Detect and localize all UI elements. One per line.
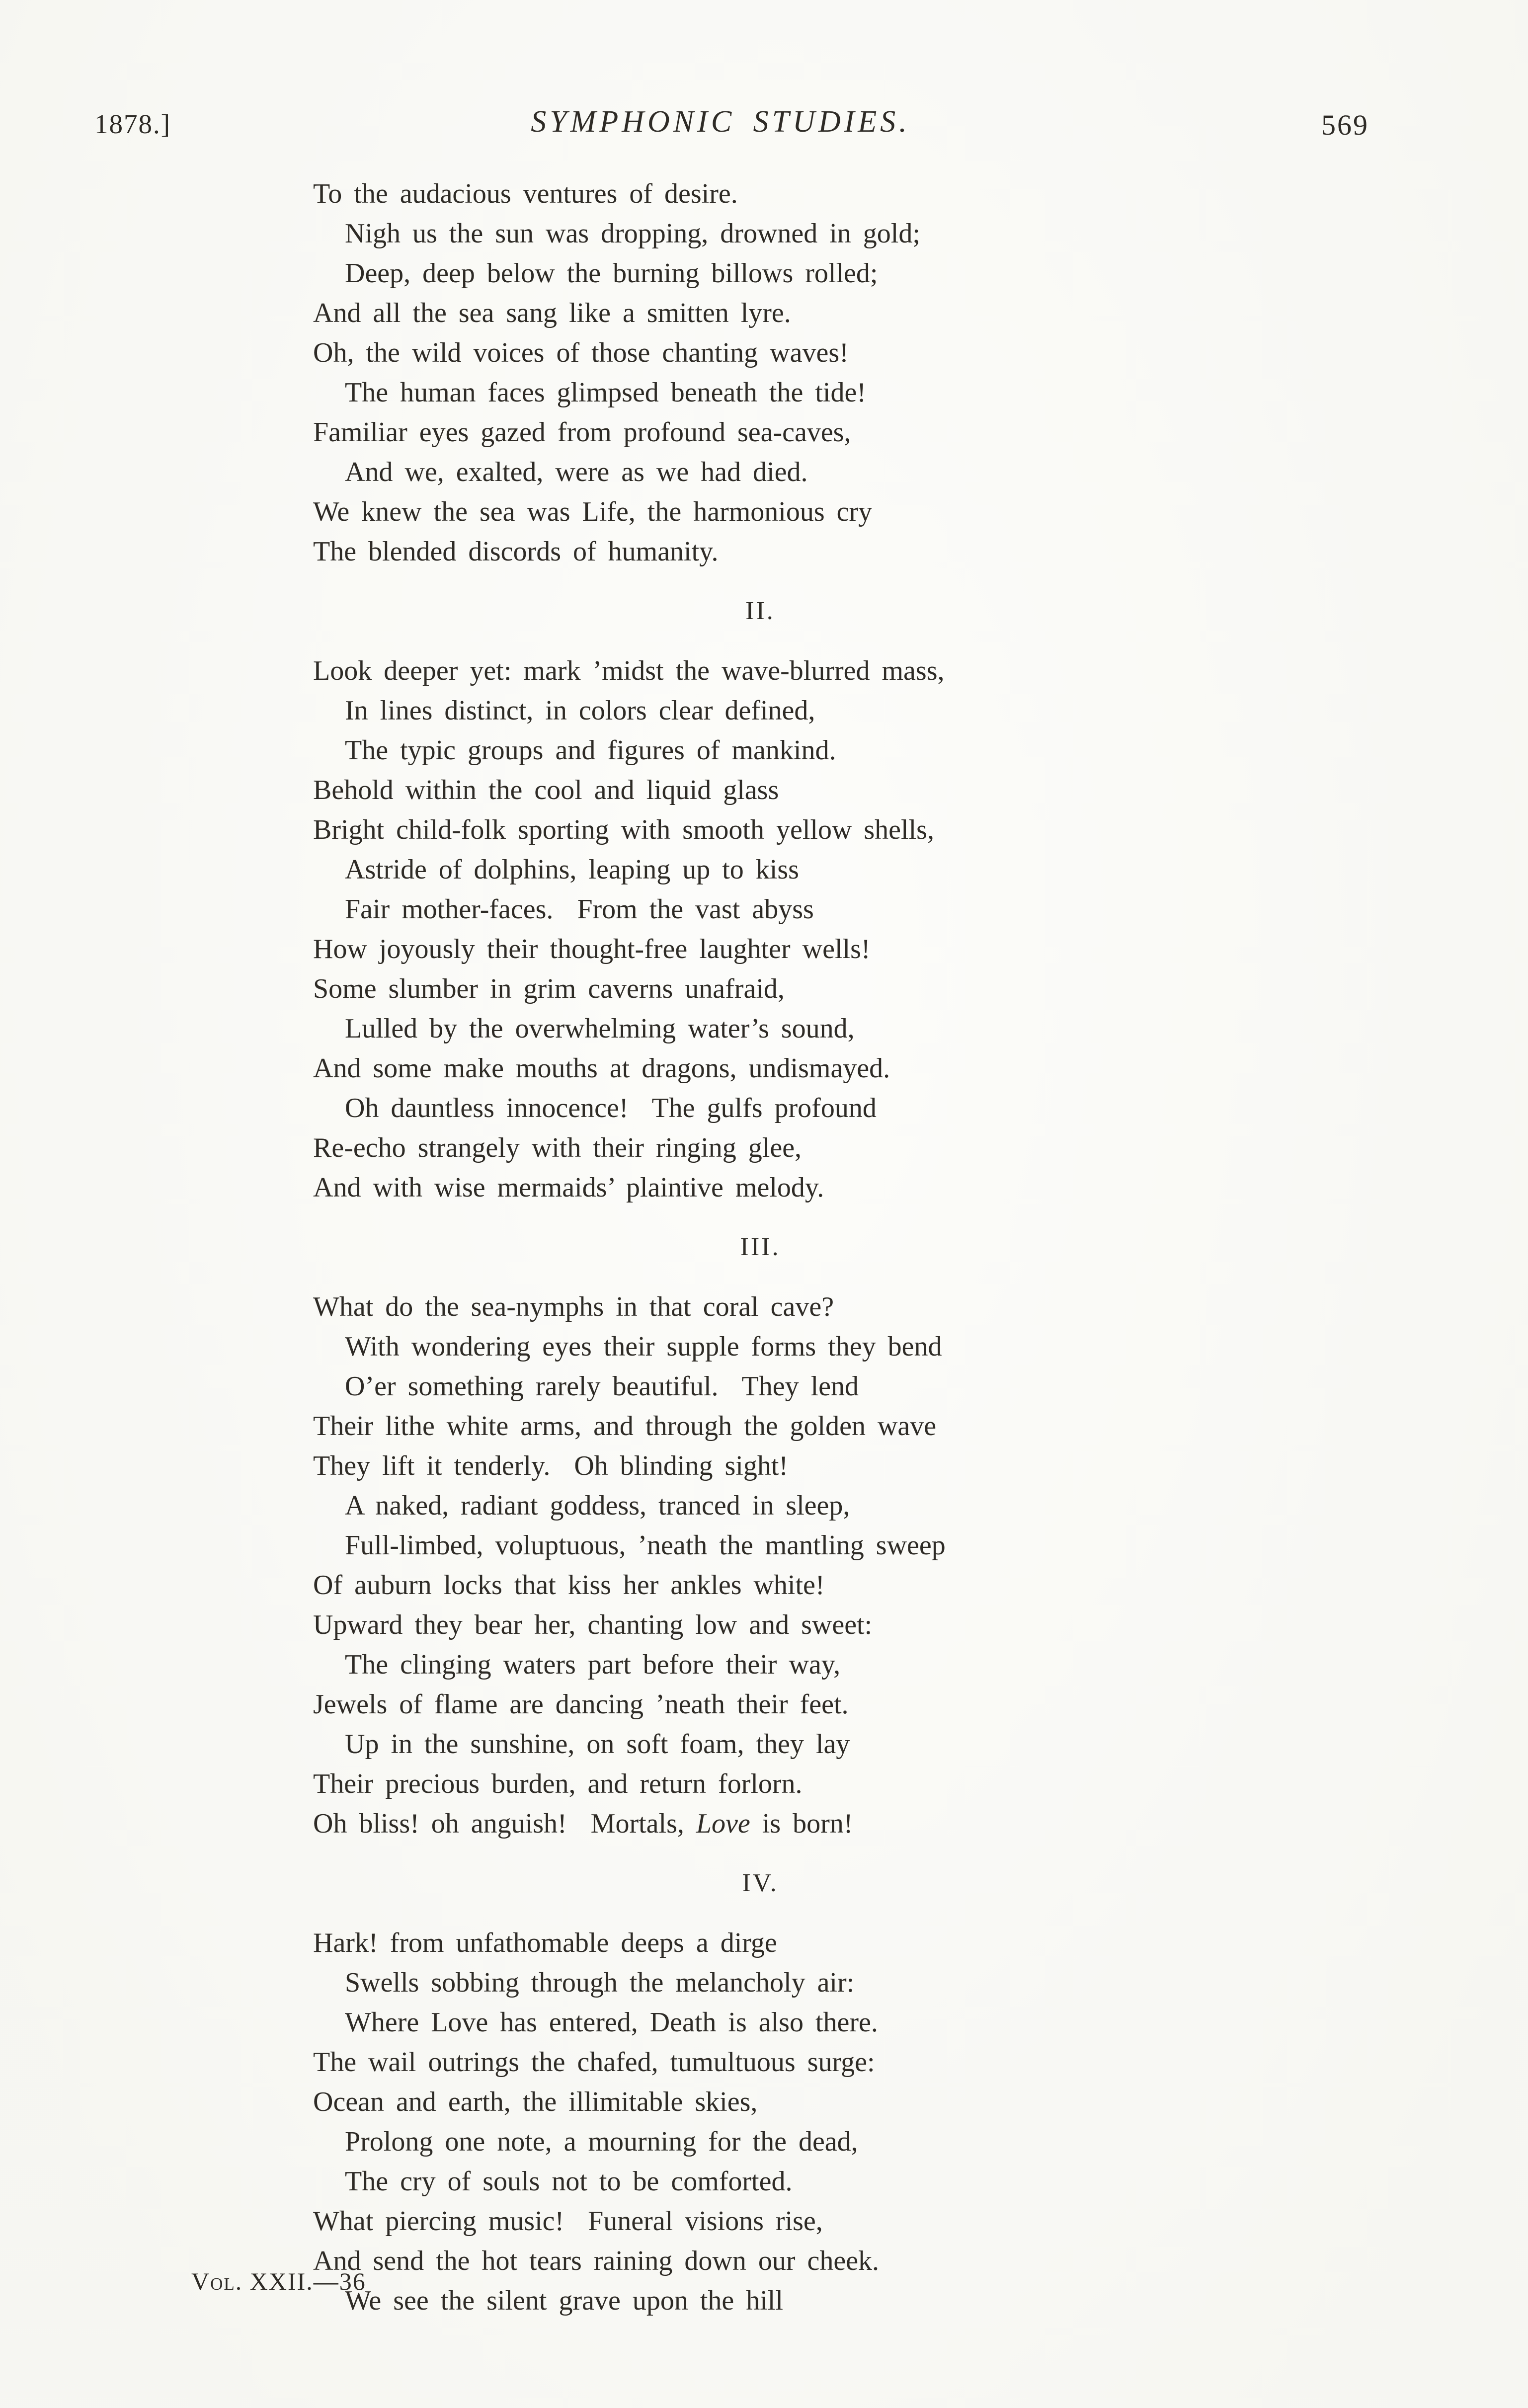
poem-line: Prolong one note, a mourning for the dead,	[345, 2126, 858, 2157]
poem-line: Oh dauntless innocence! The gulfs profound	[345, 1093, 877, 1124]
poem-body	[313, 174, 1381, 2321]
poem-line: Bright child-folk sporting with smooth yellow shells,	[313, 814, 934, 845]
poem-line: O’er something rarely beautiful. They lend	[345, 1371, 859, 1402]
poem-line: Familiar eyes gazed from profound sea-caves,	[313, 417, 851, 448]
poem-line: They lift it tenderly. Oh blinding sight!	[313, 1450, 789, 1481]
poem-line: What do the sea-nymphs in that coral cave?	[313, 1291, 834, 1322]
section-heading: III.	[740, 1233, 781, 1261]
poem-line: What piercing music! Funeral visions rise,	[313, 2206, 823, 2237]
poem-line: Swells sobbing through the melancholy air:	[345, 1967, 855, 1998]
poem-line: The blended discords of humanity.	[313, 536, 719, 567]
poem-line: Full-limbed, voluptuous, ’neath the mantling sweep	[345, 1530, 946, 1561]
poem-line: Nigh us the sun was dropping, drowned in gold;	[345, 218, 920, 249]
poem-line: With wondering eyes their supple forms they bend	[345, 1331, 942, 1362]
poem-line: The cry of souls not to be comforted.	[345, 2166, 793, 2197]
poem-line: Some slumber in grim caverns unafraid,	[313, 973, 785, 1004]
poem-line: Astride of dolphins, leaping up to kiss	[345, 854, 799, 885]
poem-line: We knew the sea was Life, the harmonious cry	[313, 496, 873, 527]
poem-line: The wail outrings the chafed, tumultuous surge:	[313, 2047, 875, 2078]
section-heading: II.	[745, 597, 775, 625]
poem-line: We see the silent grave upon the hill	[345, 2285, 783, 2316]
italic-word: Love	[696, 1808, 750, 1839]
poem-line: A naked, radiant goddess, tranced in sleep,	[345, 1490, 850, 1521]
poem-line: Fair mother-faces. From the vast abyss	[345, 894, 814, 925]
poem-line: In lines distinct, in colors clear defined,	[345, 695, 815, 726]
poem-line: Deep, deep below the burning billows rolled;	[345, 258, 878, 289]
poem-line: The typic groups and figures of mankind.	[345, 735, 836, 766]
poem-line: And all the sea sang like a smitten lyre.	[313, 298, 791, 328]
poem-line: The human faces glimpsed beneath the tide!	[345, 377, 866, 408]
poem-line: And send the hot tears raining down our cheek.	[313, 2246, 880, 2276]
poem-line: Ocean and earth, the illimitable skies,	[313, 2087, 758, 2117]
poem-line: Hark! from unfathomable deeps a dirge	[313, 1927, 777, 1958]
page-header	[0, 104, 1528, 149]
page-number: 569	[1321, 109, 1369, 141]
poem-line	[313, 1804, 1381, 1844]
volume-signature: Vol. XXII.—36	[191, 2267, 366, 2295]
poem-line: To the audacious ventures of desire.	[313, 178, 738, 209]
poem-line: Where Love has entered, Death is also there.	[345, 2007, 878, 2038]
page-footer	[191, 2267, 366, 2296]
section-heading: IV.	[742, 1869, 779, 1897]
poem-line: Jewels of flame are dancing ’neath their feet.	[313, 1689, 849, 1720]
header-date: 1878.]	[94, 109, 171, 139]
poem-line: Of auburn locks that kiss her ankles white!	[313, 1570, 825, 1601]
poem-line: And some make mouths at dragons, undismayed.	[313, 1053, 890, 1084]
poem-line: How joyously their thought-free laughter wells!	[313, 934, 871, 964]
line-segment: Oh bliss! oh anguish! Mortals,	[313, 1808, 696, 1839]
poem-line: Their precious burden, and return forlorn.	[313, 1768, 803, 1799]
page-title: SYMPHONIC STUDIES.	[531, 105, 910, 139]
poem-line: And we, exalted, were as we had died.	[345, 457, 808, 487]
poem-line: Behold within the cool and liquid glass	[313, 775, 779, 805]
poem-line: Upward they bear her, chanting low and sweet:	[313, 1609, 873, 1640]
poem-line: Look deeper yet: mark ’midst the wave-blurred mass,	[313, 655, 945, 686]
poem-line: Lulled by the overwhelming water’s sound,	[345, 1013, 855, 1044]
poem-line: And with wise mermaids’ plaintive melody.	[313, 1172, 824, 1203]
poem-line: Up in the sunshine, on soft foam, they lay	[345, 1729, 850, 1760]
poem-line: Their lithe white arms, and through the golden wave	[313, 1411, 937, 1442]
poem-line: Oh, the wild voices of those chanting waves!	[313, 337, 849, 368]
line-segment: is born!	[750, 1808, 853, 1839]
poem-line: The clinging waters part before their way,	[345, 1649, 841, 1680]
poem-line: Re-echo strangely with their ringing glee,	[313, 1132, 802, 1163]
